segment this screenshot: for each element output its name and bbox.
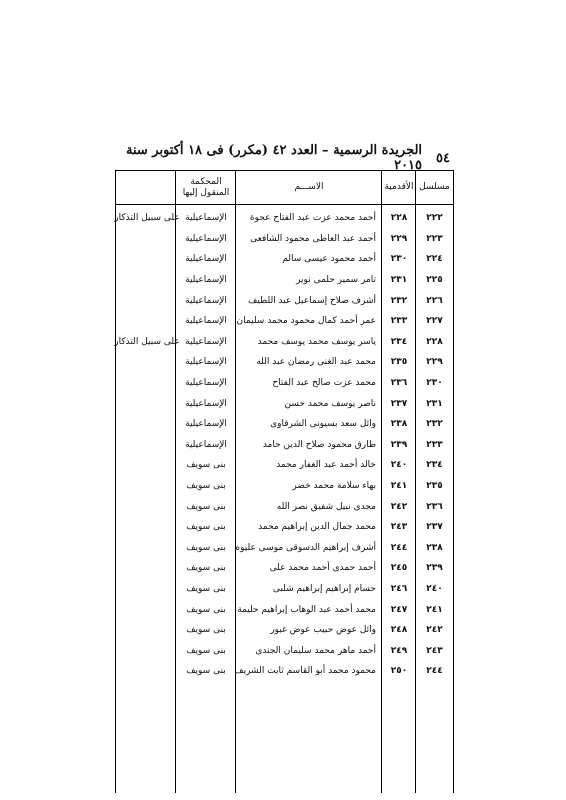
court-cell: الإسماعيلية — [185, 357, 227, 368]
name-cell: تامر سمير حلمى نوير — [296, 275, 376, 286]
serial-cell: ٢٤٣ — [426, 645, 443, 656]
court-cell: الإسماعيلية — [185, 398, 227, 409]
table-row — [116, 640, 453, 661]
serial-cell: ٢٣٥ — [426, 481, 443, 492]
court-cell: بنى سويف — [186, 583, 226, 594]
court-cell: بنى سويف — [186, 542, 226, 553]
court-cell: بنى سويف — [186, 460, 226, 471]
serial-cell: ٢٣٠ — [426, 378, 443, 389]
serial-cell: ٢٤٤ — [426, 666, 443, 677]
header-seniority: الأقدمية — [384, 182, 414, 192]
court-cell: بنى سويف — [186, 563, 226, 574]
name-cell: محمد جمال الدين إبراهيم محمد — [258, 522, 376, 533]
name-cell: أحمد حمدى أحمد محمد على — [269, 563, 376, 574]
court-cell: بنى سويف — [186, 481, 226, 492]
court-cell: الإسماعيلية — [185, 275, 227, 286]
table-row — [116, 270, 453, 291]
table-row — [116, 620, 453, 641]
serial-cell: ٢٢٩ — [426, 357, 443, 368]
table-row — [116, 249, 453, 270]
table-row — [116, 229, 453, 250]
table-row — [116, 538, 453, 559]
gazette-title: الجريدة الرسمية – العدد ٤٢ (مكرر) فى ١٨ أكتوبر سنة ٢٠١٥ — [125, 143, 423, 173]
seniority-cell: ٢٣٧ — [390, 398, 408, 409]
remark-note: على سبيل التذكار — [114, 336, 180, 347]
name-cell: محمد أحمد عبد الوهاب إبراهيم حليمة — [237, 604, 376, 615]
name-cell: خالد أحمد عبد الغفار محمد — [276, 460, 376, 471]
table-row — [116, 496, 453, 517]
serial-cell: ٢٣٩ — [426, 563, 443, 574]
name-cell: محمد عزت صالح عبد الفتاح — [272, 378, 376, 389]
seniority-cell: ٢٤٧ — [390, 604, 408, 615]
name-cell: محمد عبد الغنى رمضان عبد الله — [256, 357, 376, 368]
seniority-cell: ٢٣٢ — [390, 295, 408, 306]
court-cell: الإسماعيلية — [185, 336, 227, 347]
name-cell: وائل عوض حبيب عوض غبور — [270, 625, 376, 636]
table-header-row — [116, 171, 453, 205]
serial-cell: ٢٣٨ — [426, 542, 443, 553]
seniority-cell: ٢٢٨ — [390, 213, 408, 224]
seniority-cell: ٢٣٩ — [390, 439, 408, 450]
court-cell: الإسماعيلية — [185, 316, 227, 327]
name-cell: ياسر يوسف محمد يوسف محمد — [257, 336, 376, 347]
serial-cell: ٢٣١ — [426, 398, 443, 409]
header-serial: مسلسل — [419, 182, 450, 192]
serial-cell: ٢٣٢ — [426, 419, 443, 430]
seniority-cell: ٢٣٦ — [390, 378, 408, 389]
seniority-cell: ٢٤١ — [390, 481, 408, 492]
remark-note: على سبيل التذكار — [114, 213, 180, 224]
seniority-cell: ٢٣٥ — [390, 357, 408, 368]
name-cell: محمود محمد أبو القاسم ثابت الشريف — [234, 666, 376, 677]
serial-cell: ٢٢٥ — [426, 275, 443, 286]
court-cell: بنى سويف — [186, 625, 226, 636]
seniority-cell: ٢٣٣ — [390, 316, 408, 327]
court-cell: بنى سويف — [186, 666, 226, 677]
serial-cell: ٢٣٣ — [426, 439, 443, 450]
name-cell: طارق محمود صلاح الدين حامد — [262, 439, 376, 450]
seniority-cell: ٢٢٩ — [390, 233, 408, 244]
name-cell: بهاء سلامة محمد خضر — [292, 481, 376, 492]
name-cell: أحمد محمود عيسى سالم — [282, 254, 376, 265]
seniority-cell: ٢٤٢ — [390, 501, 408, 512]
court-cell: الإسماعيلية — [185, 378, 227, 389]
page-header — [118, 143, 450, 173]
serial-cell: ٢٣٦ — [426, 501, 443, 512]
serial-cell: ٢٣٤ — [426, 460, 443, 471]
court-cell: الإسماعيلية — [185, 233, 227, 244]
serial-cell: ٢٤١ — [426, 604, 443, 615]
seniority-cell: ٢٤٠ — [390, 460, 408, 471]
seniority-cell: ٢٥٠ — [390, 666, 408, 677]
seniority-cell: ٢٤٤ — [390, 542, 408, 553]
name-cell: مجدى نبيل شفيق نصر الله — [276, 501, 376, 512]
header-name: الاســـم — [294, 182, 324, 192]
table-row — [116, 373, 453, 394]
seniority-cell: ٢٣١ — [390, 275, 408, 286]
table-row — [116, 311, 453, 332]
serial-cell: ٢٤٠ — [426, 583, 443, 594]
seniority-cell: ٢٣٤ — [390, 336, 408, 347]
table-row — [116, 476, 453, 497]
serial-cell: ٢٢٦ — [426, 295, 443, 306]
court-cell: بنى سويف — [186, 604, 226, 615]
court-cell: الإسماعيلية — [185, 419, 227, 430]
name-cell: أشرف إبراهيم الدسوقى موسى عليوه — [235, 542, 376, 553]
seniority-cell: ٢٤٥ — [390, 563, 408, 574]
header-court: المحكمة المنقول إليها — [182, 176, 230, 198]
table-row — [116, 393, 453, 414]
court-cell: بنى سويف — [186, 501, 226, 512]
name-cell: أحمد محمد عزت عبد الفتاح عجوة — [249, 213, 376, 224]
table-row — [116, 599, 453, 620]
table-row — [116, 352, 453, 373]
table-body — [116, 208, 453, 682]
name-cell: حسام إبراهيم إبراهيم شلبى — [272, 583, 376, 594]
transfer-table — [115, 170, 454, 793]
name-cell: ناصر يوسف محمد حسن — [284, 398, 376, 409]
serial-cell: ٢٢٤ — [426, 254, 443, 265]
seniority-cell: ٢٤٦ — [390, 583, 408, 594]
table-row — [116, 290, 453, 311]
table-row — [116, 455, 453, 476]
table-row — [116, 558, 453, 579]
serial-cell: ٢٢٣ — [426, 233, 443, 244]
table-row — [116, 661, 453, 682]
court-cell: بنى سويف — [186, 522, 226, 533]
serial-cell: ٢٣٧ — [426, 522, 443, 533]
table-row — [116, 579, 453, 600]
court-cell: الإسماعيلية — [185, 213, 227, 224]
seniority-cell: ٢٣٠ — [390, 254, 408, 265]
court-cell: بنى سويف — [186, 645, 226, 656]
court-cell: الإسماعيلية — [185, 295, 227, 306]
serial-cell: ٢٤٢ — [426, 625, 443, 636]
serial-cell: ٢٢٢ — [426, 213, 443, 224]
name-cell: أحمد عبد العاطى محمود الشافعى — [250, 233, 376, 244]
court-cell: الإسماعيلية — [185, 439, 227, 450]
seniority-cell: ٢٤٨ — [390, 625, 408, 636]
name-cell: وائل سعد بسيونى الشرقاوى — [270, 419, 376, 430]
seniority-cell: ٢٤٩ — [390, 645, 408, 656]
header-remarks — [114, 171, 176, 204]
name-cell: عمر أحمد كمال محمود محمد سليمان — [236, 316, 376, 327]
table-row — [116, 435, 453, 456]
name-cell: أحمد ماهر محمد سليمان الجندى — [255, 645, 376, 656]
serial-cell: ٢٢٧ — [426, 316, 443, 327]
court-cell: الإسماعيلية — [185, 254, 227, 265]
seniority-cell: ٢٤٣ — [390, 522, 408, 533]
serial-cell: ٢٢٨ — [426, 336, 443, 347]
table-row — [116, 517, 453, 538]
page-number: ٥٤ — [436, 150, 450, 166]
seniority-cell: ٢٣٨ — [390, 419, 408, 430]
name-cell: أشرف صلاح إسماعيل عبد اللطيف — [248, 295, 376, 306]
table-row — [116, 414, 453, 435]
